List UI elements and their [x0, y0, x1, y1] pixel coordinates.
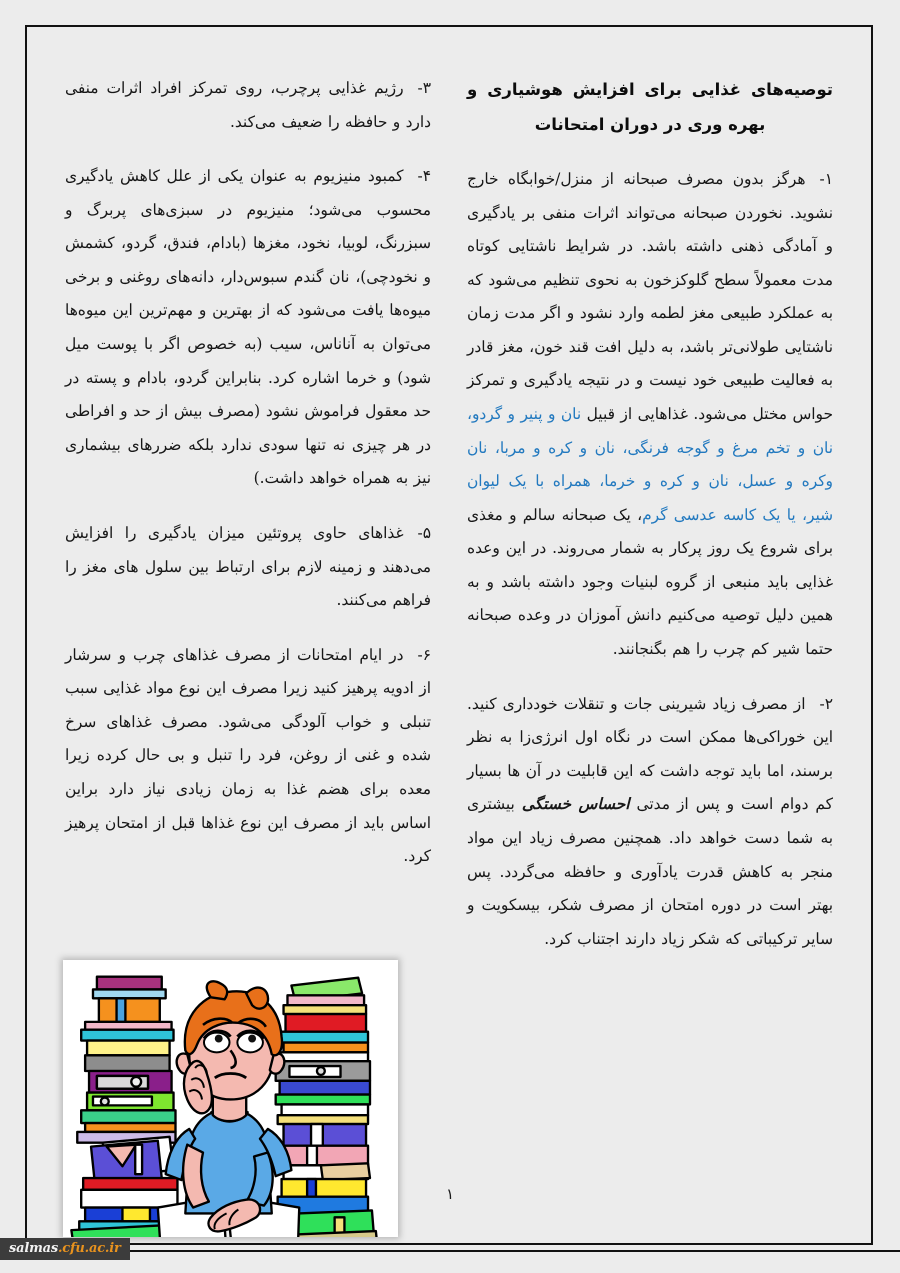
watermark-prefix: salmas [9, 1241, 58, 1256]
list-marker-5: ۵- [417, 523, 431, 542]
paragraph-text: رژیم غذایی پرچرب، روی تمرکز افراد اثرات منفی دارد و حافظه را ضعیف می‌کند. [65, 79, 431, 131]
paragraph-text: در ایام امتحانات از مصرف غذاهای چرب و سرشار از ادویه پرهیز کنید زیرا مصرف این نوع مواد غذایی سبب تنبلی و خواب آلودگی می‌شود. مصرف غذاهای سرخ شده و غنی از روغن، فرد را تنبل و بی حال کرده زیرا معده برای هضم غذا به زمان زیادی نیاز دارد براین اساس باید از مصرف این نوع غذاها قبل از امتحان پرهیز کرد. [65, 645, 431, 866]
list-marker-3: ۳- [417, 79, 431, 97]
paragraph-text-cont: ، یک صبحانه سالم و مغذی برای شروع یک روز پرکار به شمار می‌روند. در این وعده غذایی باید منبعی از گروه لبنیات وجود داشته باشد و به همین دلیل توصیه می‌کنیم دانش آموزان در وعده صبحانه حتما شیر کم چرب را هم بگنجانند. [467, 505, 833, 659]
list-marker-6: ۶- [417, 645, 431, 664]
paragraph-item-5 [65, 517, 431, 618]
paragraph-item-6 [65, 639, 431, 874]
paragraph-text-cont: بیشتری به شما دست خواهد داد. همچنین مصرف زیاد این مواد منجر به کاهش قدرت یادآوری و حافظه می‌گردد. پس بهتر است در دوره امتحان از مصرف شکر، بیسکویت و سایر ترکیباتی که شکر زیاد دارند اجتناب کرد. [467, 795, 833, 948]
list-marker-4: ۴- [417, 167, 431, 186]
site-watermark [0, 1238, 130, 1260]
paragraph-item-3 [65, 72, 431, 139]
paragraph-text: از مصرف زیاد شیرینی جات و تنقلات خودداری کنید. این خوراکی‌ها ممکن است در نگاه اول انرژی‌زا به نظر برسند، اما باید توجه داشت که این قابلیت در آن ها بسیار کم دوام است و پس از مدتی [467, 694, 834, 814]
watermark-suffix: .cfu.ac.ir [57, 1241, 121, 1256]
list-marker-1: ۱- [819, 169, 833, 188]
paragraph-text: هرگز بدون مصرف صبحانه از منزل/خوابگاه خارج نشوید. نخوردن صبحانه می‌تواند اثرات منفی بر یادگیری و آمادگی ذهنی داشته باشد. در شرایط ناشتایی کوتاه مدت معمولاً سطح گلوکزخون به نحوی تنظیم می‌شود که به عملکرد طبیعی مغز لطمه وارد نشود و اگر مدت زمان ناشتایی طولانی‌تر باشد، به دلیل افت قند خون، مغز قادر به فعالیت طبیعی خود نیست و در نتیجه یادگیری و تمرکز حواس مختل می‌شود. غذاهایی از قبیل [467, 169, 833, 423]
footer-divider [0, 1250, 900, 1252]
paragraph-text: کمبود منیزیوم به عنوان یکی از علل کاهش یادگیری محسوب می‌شود؛ منیزیوم در سبزی‌های پربرگ و سبزرنگ، لوبیا، نخود، مغزها (بادام، فندق، گردو، کشمش و نخودچی)، نان گندم سبوس‌دار، دانه‌های روغنی و برخی میوه‌ها یافت می‌شود که از بهترین و مهم‌ترین این میوه‌ها می‌توان به آناناس، سیب (به خصوص اگر با پوست میل شود) و خرما اشاره کرد. بنابراین گردو، بادام و پسته در حد معقول فراموش نشود (مصرف بیش از حد و افراطی در هر چیزی نه تنها سودی ندارد بلکه ضررهای بیشماری نیز به همراه خواهد داشت.) [65, 167, 431, 488]
highlighted-food-list: نان و پنیر و گردو، نان و تخم مرغ و گوجه فرنگی، نان و کره و مربا، نان وکره و عسل، نان و کره و خرما، همراه با یک لیوان شیر، یا یک کاسه عدسی گرم [467, 404, 833, 524]
paragraph-text: غذاهای حاوی پروتئین میزان یادگیری را افزایش می‌دهند و زمینه لازم برای ارتباط بین سلول های مغز را فراهم می‌کنند. [65, 523, 431, 610]
page-title: توصیه‌های غذایی برای افزایش هوشیاری و بهره وری در دوران امتحانات [467, 80, 833, 135]
paragraph-item-2 [467, 688, 833, 957]
emphasis-fatigue: احساس خستگی [521, 795, 630, 814]
page-number: ۱ [445, 1185, 455, 1203]
right-column [467, 72, 833, 1167]
paragraph-item-1 [467, 163, 833, 667]
paragraph-item-4 [65, 160, 431, 496]
list-marker-2: ۲- [819, 694, 833, 713]
